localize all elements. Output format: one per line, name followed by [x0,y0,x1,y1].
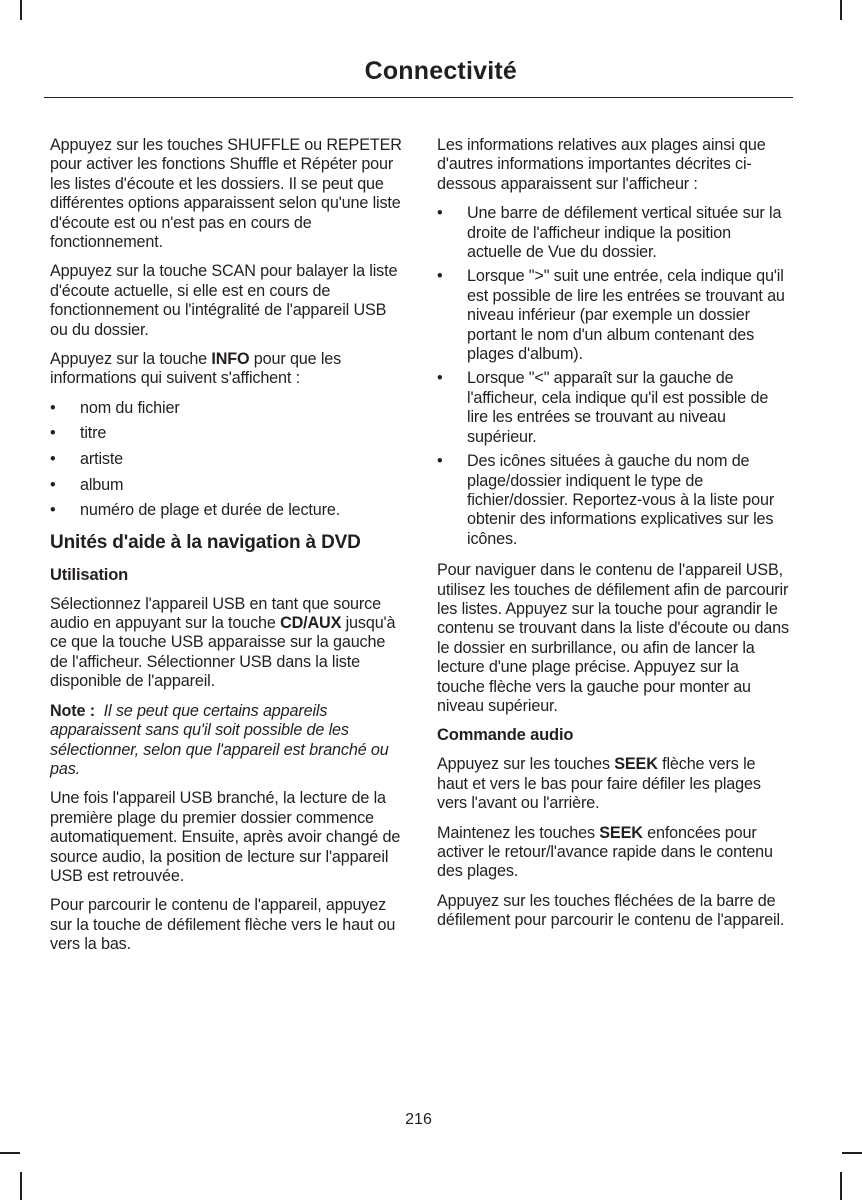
crop-mark-bottom-left-v [20,1172,22,1200]
subheading-audio: Commande audio [437,726,574,745]
display-info-paragraph: Les informations relatives aux plages ainsi que d'autres informations importantes décrites ci-dessous apparaissent sur l'afficheur : [437,136,766,193]
seek-key: SEEK [599,823,643,842]
list-item: • nom du fichier [50,399,402,418]
list-item: • numéro de plage et durée de lecture. [50,501,402,520]
usb-text-after: jusqu'à ce que la touche USB apparaisse sur la gauche de l'afficheur. Sélectionner USB dans la liste disponible de l'appareil. [50,614,396,691]
browse-paragraph: Pour parcourir le contenu de l'appareil, appuyez sur la touche de défilement flèche vers le haut ou vers la bas. [50,896,396,954]
list-item: • Une barre de défilement vertical située sur la droite de l'afficheur indique la position actuelle de Vue du dossier. [437,204,789,262]
seek-text-before: Appuyez sur les touches [437,755,615,774]
list-item: • Lorsque "<" apparaît sur la gauche de l'afficheur, cela indique qu'il est possible de lire les entrées se trouvant au niveau supérieur. [437,369,789,447]
scan-paragraph: Appuyez sur la touche SCAN pour balayer la liste d'écoute actuelle, si elle est en cours de fonctionnement ou l'intégralité de l'appareil USB ou du dossier. [50,262,398,339]
crop-mark-top-right [840,0,842,20]
list-item: • Des icônes situées à gauche du nom de plage/dossier indiquent le type de fichier/dossier. Reportez-vous à la liste pour obtenir des informations explicatives sur les icônes. [437,452,789,549]
note-label: Note : [50,701,95,720]
crop-mark-top-left [20,0,22,20]
autoplay-paragraph: Une fois l'appareil USB branché, la lecture de la première plage du premier dossier commence automatiquement. Ensuite, après avoir changé de source audio, la position de lecture sur l'appareil USB est retrouvée. [50,789,401,885]
info-text-after: pour que les informations qui suivent s'affichent : [50,350,342,388]
page-number: 216 [405,1111,432,1128]
seek-text-after: flèche vers le haut et vers le bas pour faire défiler les plages vers l'avant ou l'arrière. [437,755,761,813]
usb-source-paragraph [50,595,402,692]
note-paragraph [50,702,402,780]
usb-text-before: Sélectionnez l'appareil USB en tant que source audio en appuyant sur la touche [50,594,381,633]
hold-text-before: Maintenez les touches [437,823,600,842]
list-item: • titre [50,424,402,443]
section-heading: Unités d'aide à la navigation à DVD [50,531,361,553]
info-key: INFO [211,350,250,369]
right-column [437,136,789,941]
info-paragraph [50,350,402,389]
crop-mark-bottom-right-h [842,1152,862,1154]
seek-paragraph [437,755,789,813]
cd-aux-key: CD/AUX [280,614,342,633]
seek-hold-paragraph [437,824,789,882]
list-item: • artiste [50,450,402,469]
scrollbar-paragraph: Appuyez sur les touches fléchées de la barre de défilement pour parcourir le contenu de l'appareil. [437,891,785,930]
display-list [437,204,789,549]
subheading-utilisation: Utilisation [50,565,129,584]
shuffle-repeat-paragraph: Appuyez sur les touches SHUFFLE ou REPETER pour activer les fonctions Shuffle et Répéter pour les listes d'écoute et les dossiers. Il se peut que différentes options apparaissent selon qu'une liste d'écoute est ou n'est pas en cours de fonctionnement. [50,136,402,252]
hold-text-after: enfoncées pour activer le retour/l'avance rapide dans le contenu des plages. [437,823,773,881]
page-title: Connectivité [364,57,517,85]
info-list [50,399,402,521]
list-item: • album [50,476,402,495]
crop-mark-bottom-left-h [0,1152,20,1154]
note-text: Il se peut que certains appareils apparaissent sans qu'il soit possible de les sélectionner, selon que l'appareil est branché ou pas. [50,701,389,778]
seek-key: SEEK [614,755,658,774]
list-item: • Lorsque ">" suit une entrée, cela indique qu'il est possible de lire les entrées se trouvant au niveau inférieur (par exemple un dossier portant le nom d'un album contenant des plages d'album). [437,267,789,364]
page-header [44,52,793,98]
left-column [50,136,402,965]
navigation-paragraph: Pour naviguer dans le contenu de l'appareil USB, utilisez les touches de défilement afin de parcourir les listes. Appuyez sur la touche pour agrandir le contenu se trouvant dans la liste d'écoute ou dans le dossier en surbrillance, ou afin de lancer la lecture d'une plage précise. Appuyez sur la touche flèche vers la gauche pour monter au niveau supérieur. [437,561,789,715]
info-text-before: Appuyez sur la touche [50,350,212,369]
crop-mark-bottom-right-v [840,1172,842,1200]
